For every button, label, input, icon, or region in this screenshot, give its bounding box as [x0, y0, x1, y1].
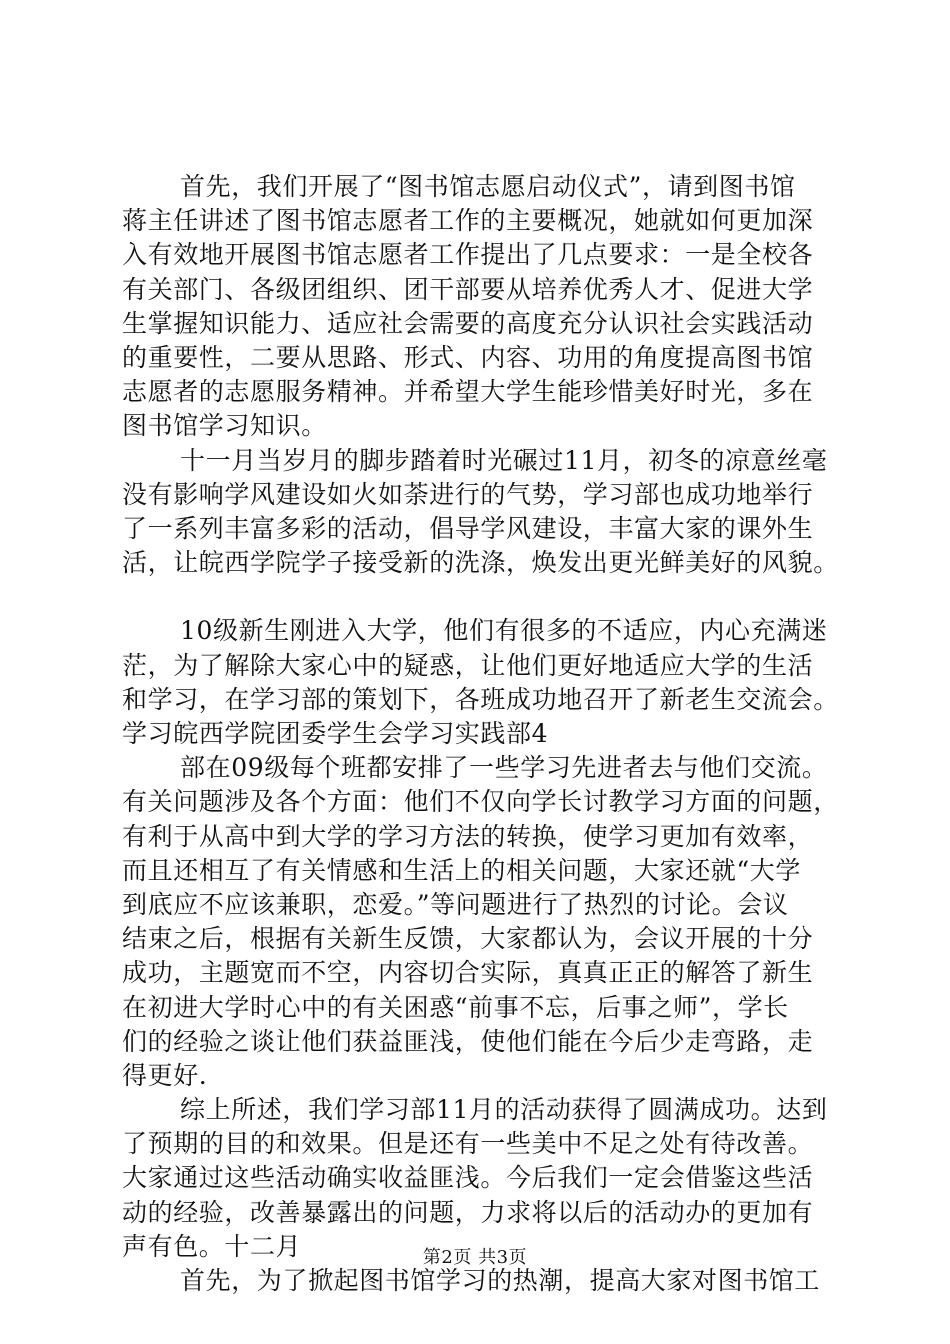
paragraph-line: 成功，主题宽而不空，内容切合实际，真真正正的解答了新生 [122, 958, 814, 988]
paragraph-line: 首先，我们开展了“图书馆志愿启动仪式”，请到图书馆 [180, 172, 796, 201]
page-number-footer: 第2页 共3页 [422, 1247, 528, 1268]
paragraph-line: 大家通过这些活动确实收益匪浅。今后我们一定会借鉴这些活 [122, 1163, 814, 1193]
paragraph-line: 综上所述，我们学习部11月的活动获得了圆满成功。达到 [180, 1095, 828, 1125]
paragraph-line: 得更好. [122, 1060, 208, 1090]
paragraph-line: 和学习，在学习部的策划下，各班成功地召开了新老生交流会。 [122, 684, 839, 714]
paragraph-line: 有关问题涉及各个方面：他们不仅向学长讨教学习方面的问题， [122, 787, 839, 817]
paragraph-line: 图书馆学习知识。 [122, 411, 327, 441]
paragraph-line: 在初进大学时心中的有关困惑“前事不忘，后事之师”，学长 [122, 992, 789, 1022]
paragraph-line: 了预期的目的和效果。但是还有一些美中不足之处有待改善。 [122, 1129, 814, 1159]
paragraph-line: 部在09级每个班都安排了一些学习先进者去与他们交流。 [180, 753, 828, 783]
paragraph-line: 们的经验之谈让他们获益匪浅，使他们能在今后少走弯路，走 [122, 1026, 814, 1056]
document-body [122, 170, 842, 1298]
paragraph-line: 十一月当岁月的脚步踏着时光碾过11月，初冬的凉意丝毫 [180, 445, 828, 475]
paragraph-line: 动的经验，改善暴露出的问题，力求将以后的活动办的更加有 [122, 1197, 814, 1227]
paragraph-line: 有利于从高中到大学的学习方法的转换，使学习更加有效率， [122, 821, 814, 851]
paragraph-line: 而且还相互了有关情感和生活上的相关问题，大家还就“大学 [122, 855, 801, 885]
paragraph-line: 结束之后，根据有关新生反馈，大家都认为，会议开展的十分 [122, 924, 814, 954]
paragraph-line: 了一系列丰富多彩的活动，倡导学风建设，丰富大家的课外生 [122, 513, 814, 543]
paragraph-line: 入有效地开展图书馆志愿者工作提出了几点要求：一是全校各 [122, 240, 814, 270]
paragraph-line: 首先，为了掀起图书馆学习的热潮，提高大家对图书馆工 [180, 1266, 821, 1295]
paragraph-line: 蒋主任讲述了图书馆志愿者工作的主要概况，她就如何更加深 [122, 206, 814, 236]
paragraph-line: 声有色。十二月 [122, 1231, 302, 1261]
paragraph-gap [122, 580, 842, 614]
paragraph-line: 学习皖西学院团委学生会学习实践部4 [122, 719, 549, 748]
paragraph-line: 有关部门、各级团组织、团干部要从培养优秀人才、促进大学 [122, 274, 814, 304]
paragraph-line: 的重要性，二要从思路、形式、内容、功用的角度提高图书馆 [122, 342, 814, 372]
paragraph-line: 10级新生刚进入大学，他们有很多的不适应，内心充满迷 [180, 616, 828, 646]
paragraph-line: 生掌握知识能力、适应社会需要的高度充分认识社会实践活动 [122, 308, 814, 338]
paragraph-line: 没有影响学风建设如火如荼进行的气势，学习部也成功地举行 [122, 479, 814, 509]
paragraph-line: 志愿者的志愿服务精神。并希望大学生能珍惜美好时光，多在 [122, 377, 814, 407]
paragraph-line: 茫，为了解除大家心中的疑惑，让他们更好地适应大学的生活 [122, 650, 814, 680]
paragraph-line: 活，让皖西学院学子接受新的洗涤，焕发出更光鲜美好的风貌。 [122, 548, 839, 578]
paragraph-line: 到底应不应该兼职，恋爱。”等问题进行了热烈的讨论。会议 [122, 889, 789, 919]
